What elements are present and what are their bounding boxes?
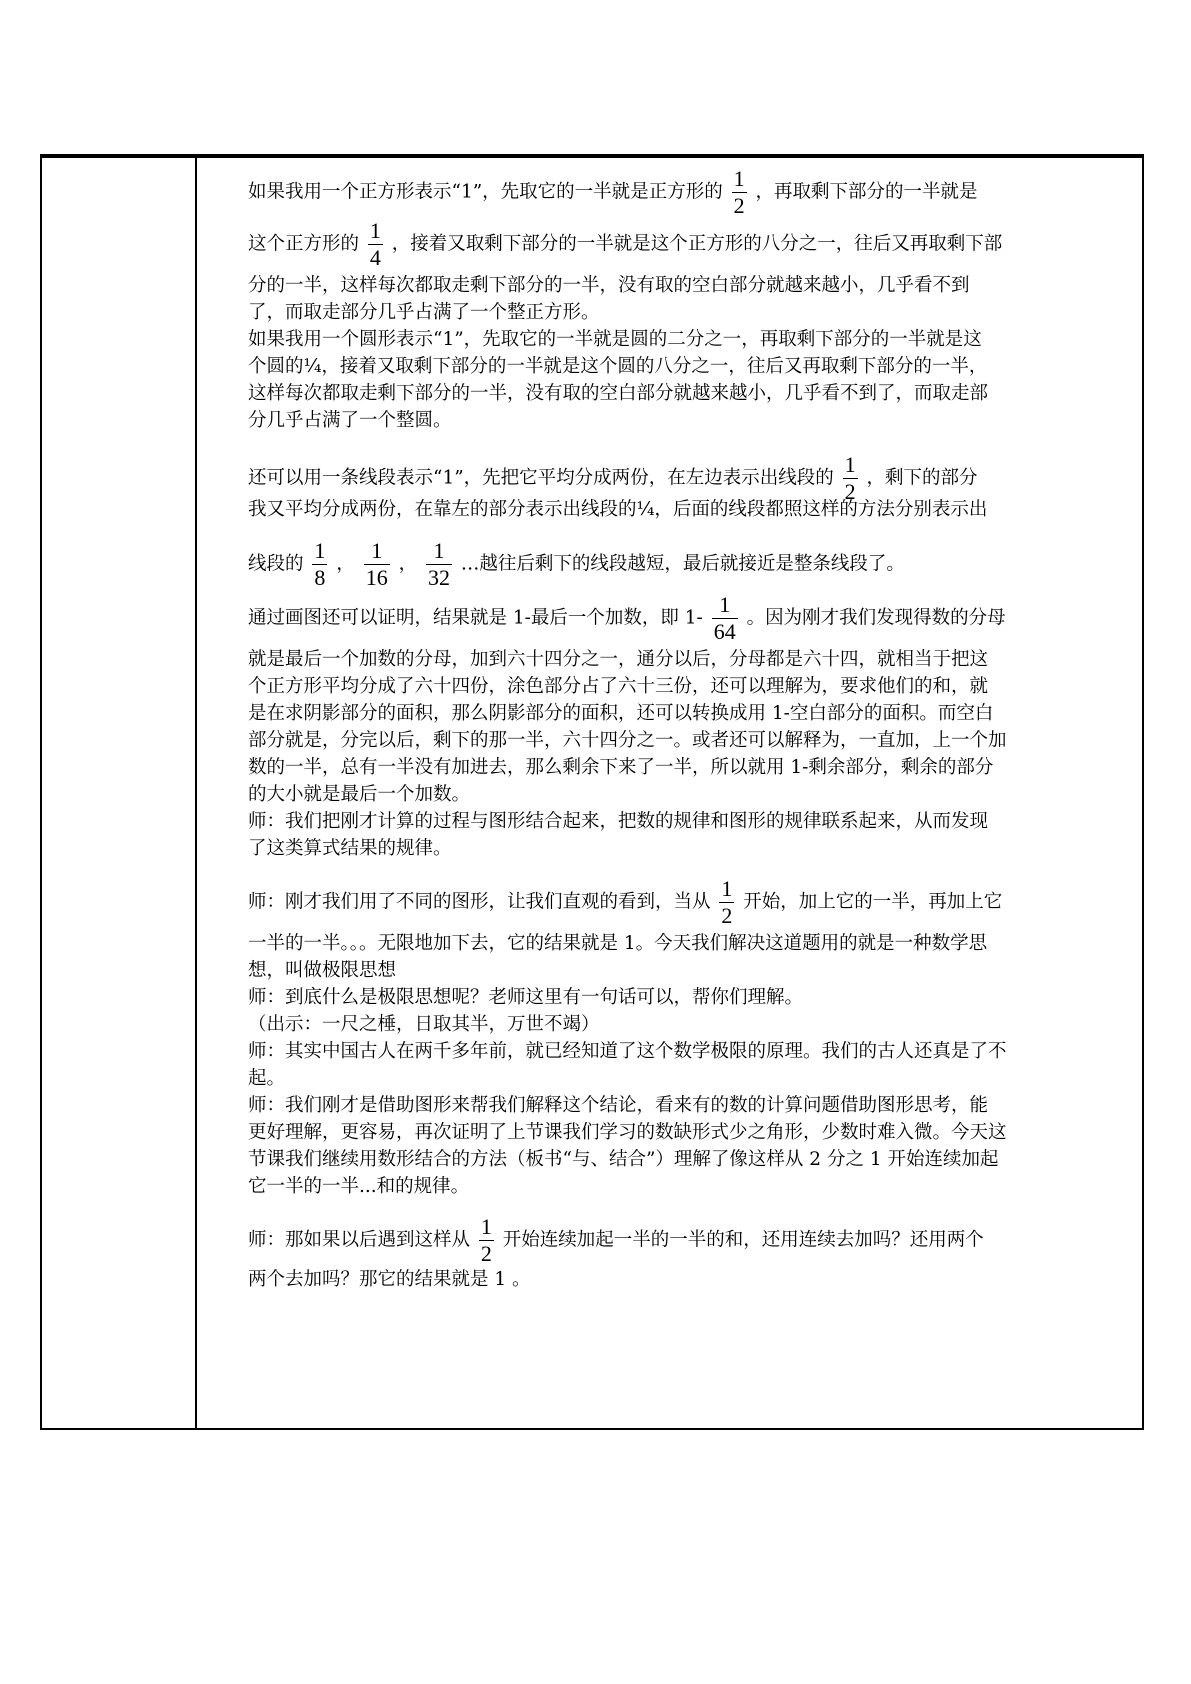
fraction-one-half: $\frac{1}{2}$	[480, 1214, 492, 1266]
text-line: （出示：一尺之棰，日取其半，万世不竭）	[248, 1014, 600, 1035]
text-line: 两个去加吗？那它的结果就是 1 。	[248, 1269, 531, 1290]
text-line: 数的一半，总有一半没有加进去，那么剩余下来了一半，所以就用 1-剩余部分，剩余的部分	[248, 757, 994, 778]
text-line: 师：到底什么是极限思想呢？老师这里有一句话可以，帮你们理解。	[248, 987, 804, 1008]
text-line: 更好理解，更容易，再次证明了上节课我们学习的数缺形式少之角形，少数时难入微。今天这	[248, 1122, 1007, 1143]
text-line: 了，而取走部分几乎占满了一个整正方形。	[248, 302, 600, 323]
text-line: 通过画图还可以证明，结果就是 1-最后一个加数，即 1- $\frac{1}{64}$ 。因为刚才我们发现得数的分母	[248, 592, 1006, 644]
fraction-one-eighth: $\frac{1}{8}$	[314, 538, 326, 590]
text-line: 一半的一半。。。无限地加下去，它的结果就是 1。今天我们解决这道题用的就是一种数学思	[248, 933, 988, 954]
fraction-one-quarter: $\frac{1}{4}$	[369, 218, 381, 270]
text-line: 分几乎占满了一个整圆。	[248, 410, 452, 431]
text-line: 师：我们刚才是借助图形来帮我们解释这个结论，看来有的数的计算问题借助图形思考，能	[248, 1095, 989, 1116]
text-line: 起。	[248, 1068, 286, 1089]
text-line: 是在求阴影部分的面积，那么阴影部分的面积，还可以转换成用 1-空白部分的面积。而空白	[248, 703, 994, 724]
fraction-one-sixty-fourth: $\frac{1}{64}$	[713, 592, 736, 644]
fraction-one-sixteenth: $\frac{1}{16}$	[365, 538, 388, 590]
text-line: 如果我用一个正方形表示“1”，先取它的一半就是正方形的 $\frac{1}{2}$ ，再取剩下部分的一半就是	[248, 166, 978, 218]
text-line: 节课我们继续用数形结合的方法（板书“与、结合”）理解了像这样从 2 分之 1 开始连续加起	[248, 1149, 999, 1170]
text-line: 就是最后一个加数的分母，加到六十四分之一，通分以后，分母都是六十四，就相当于把这	[248, 649, 989, 670]
text-line: 师：那如果以后遇到这样从 $\frac{1}{2}$ 开始连续加起一半的一半的和，还用连续去加吗？还用两个	[248, 1214, 984, 1266]
fraction-one-half: $\frac{1}{2}$	[844, 452, 856, 504]
text-line: 师：我们把刚才计算的过程与图形结合起来，把数的规律和图形的规律联系起来，从而发现	[248, 811, 989, 832]
text-line: 这个正方形的 $\frac{1}{4}$ ，接着又取剩下部分的一半就是这个正方形的八分之一，往后又再取剩下部	[248, 218, 1003, 270]
text-line: 个圆的¼，接着又取剩下部分的一半就是这个圆的八分之一，往后又再取剩下部分的一半，	[248, 356, 988, 377]
fraction-one-half: $\frac{1}{2}$	[721, 876, 733, 928]
fraction-one-half: $\frac{1}{2}$	[733, 166, 745, 218]
text-line: 如果我用一个圆形表示“1”，先取它的一半就是圆的二分之一，再取剩下部分的一半就是这	[248, 329, 982, 350]
text-line: 它一半的一半...和的规律。	[248, 1176, 470, 1197]
text-line: 部分就是，分完以后，剩下的那一半，六十四分之一。或者还可以解释为，一直加，上一个加	[248, 730, 1007, 751]
text-line: 师：其实中国古人在两千多年前，就已经知道了这个数学极限的原理。我们的古人还真是了不	[248, 1041, 1007, 1062]
text-line: 这样每次都取走剩下部分的一半，没有取的空白部分就越来越小，几乎看不到了，而取走部	[248, 383, 989, 404]
text-line: 分的一半，这样每次都取走剩下部分的一半，没有取的空白部分就越来越小，几乎看不到	[248, 275, 970, 296]
text-line: 了这类算式结果的规律。	[248, 838, 452, 859]
text-line: 的大小就是最后一个加数。	[248, 784, 471, 805]
text-line: 我又平均分成两份，在靠左的部分表示出线段的¼，后面的线段都照这样的方法分别表示出	[248, 499, 988, 520]
text-line: 师：刚才我们用了不同的图形，让我们直观的看到，当从 $\frac{1}{2}$ 开始，加上它的一半，再加上它	[248, 876, 1003, 928]
text-line: 线段的 $\frac{1}{8}$ ， $\frac{1}{16}$ ， $\frac{1}{32}$ …越往后剩下的线段越短，最后就接近是整条线段了。	[248, 538, 905, 590]
table-left-column	[42, 156, 197, 1428]
text-line: 个正方形平均分成了六十四份，涂色部分占了六十三份，还可以理解为，要求他们的和，就	[248, 676, 989, 697]
lesson-table	[40, 154, 1144, 1430]
text-line: 想，叫做极限思想	[248, 960, 397, 981]
text-line: 还可以用一条线段表示“1”，先把它平均分成两份，在左边表示出线段的 $\frac{1}{2}$ ，剩下的部分	[248, 452, 978, 504]
fraction-one-thirty-second: $\frac{1}{32}$	[428, 538, 450, 590]
